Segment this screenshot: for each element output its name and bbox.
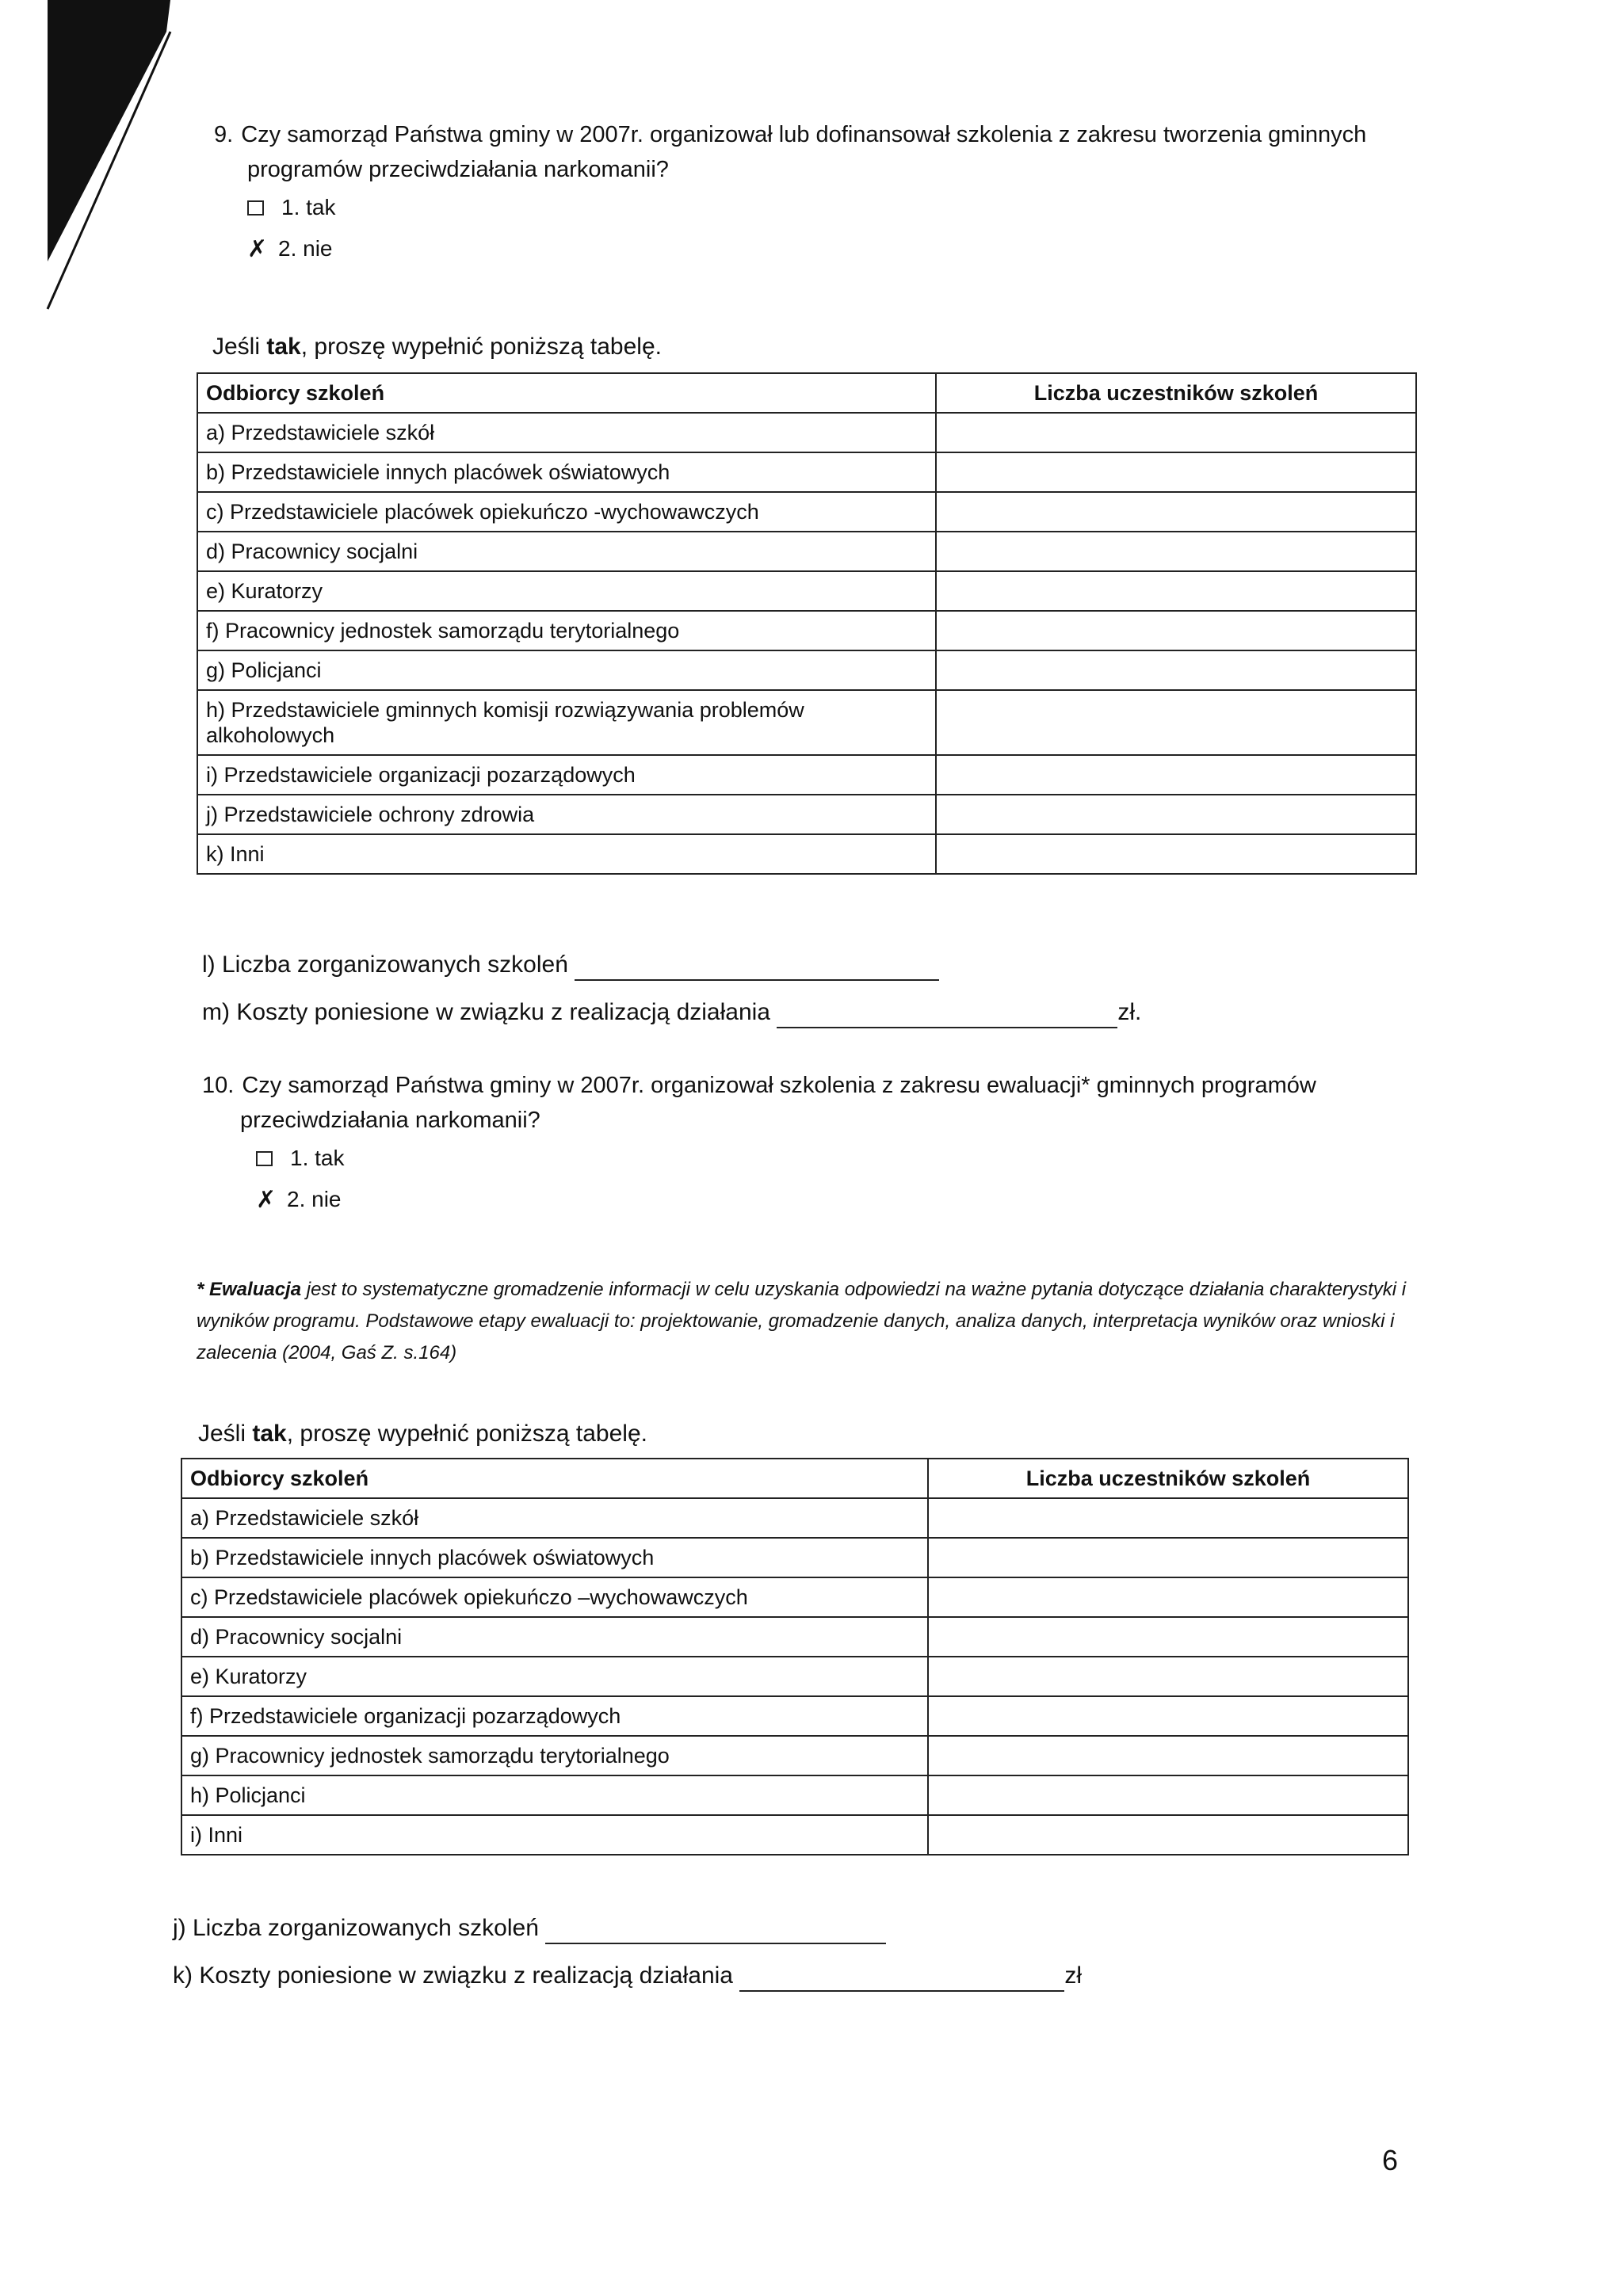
recipient-label: a) Przedstawiciele szkół <box>197 413 936 452</box>
table-row <box>197 834 1416 874</box>
participants-count-cell[interactable] <box>936 492 1416 532</box>
line-label: k) Koszty poniesione w związku z realizacją działania <box>173 1962 733 1989</box>
recipient-label: g) Policjanci <box>197 650 936 690</box>
recipient-label: g) Pracownicy jednostek samorządu terytorialnego <box>181 1736 928 1775</box>
intro-text: , proszę wypełnić poniższą tabelę. <box>286 1421 647 1447</box>
recipient-label: f) Pracownicy jednostek samorządu terytorialnego <box>197 611 936 650</box>
line-label: l) Liczba zorganizowanych szkoleń <box>202 952 568 978</box>
option-no[interactable] <box>214 228 1434 269</box>
question-text: Czy samorząd Państwa gminy w 2007r. organizował szkolenia z zakresu ewaluacji* gminnych programów <box>242 1073 1316 1098</box>
intro-text: Jeśli <box>198 1421 253 1447</box>
table-row <box>197 492 1416 532</box>
scan-corner-mark <box>0 0 182 317</box>
table-row <box>197 755 1416 795</box>
col-header-recipients: Odbiorcy szkoleń <box>181 1459 928 1498</box>
q9-recipients-table <box>197 372 1417 875</box>
participants-count-cell[interactable] <box>928 1538 1408 1577</box>
recipient-label: c) Przedstawiciele placówek opiekuńczo –wychowawczych <box>181 1577 928 1617</box>
table-row <box>197 650 1416 690</box>
table-row <box>181 1657 1408 1696</box>
recipient-label: h) Policjanci <box>181 1775 928 1815</box>
question-number: 10. <box>202 1073 235 1098</box>
recipient-label: i) Przedstawiciele organizacji pozarządowych <box>197 755 936 795</box>
table-row <box>197 690 1416 755</box>
table-row <box>197 452 1416 492</box>
blank-field[interactable] <box>777 995 1117 1028</box>
participants-count-cell[interactable] <box>936 795 1416 834</box>
participants-count-cell[interactable] <box>928 1736 1408 1775</box>
table-intro-q10 <box>198 1418 647 1450</box>
option-label: 1. tak <box>281 195 336 219</box>
col-header-participants: Liczba uczestników szkoleń <box>936 373 1416 413</box>
q9-line-l <box>202 948 939 981</box>
currency-label: zł <box>1064 1962 1083 1989</box>
table-row <box>197 532 1416 571</box>
table-row <box>181 1577 1408 1617</box>
q10-line-j <box>173 1911 886 1944</box>
participants-count-cell[interactable] <box>936 413 1416 452</box>
participants-count-cell[interactable] <box>928 1815 1408 1855</box>
participants-count-cell[interactable] <box>936 532 1416 571</box>
question-9-text-cont: programów przeciwdziałania narkomanii? <box>247 157 669 182</box>
evaluation-footnote <box>197 1274 1425 1369</box>
q10-line-k <box>173 1958 1082 1992</box>
table-row <box>181 1538 1408 1577</box>
table-row <box>181 1815 1408 1855</box>
participants-count-cell[interactable] <box>936 571 1416 611</box>
intro-bold: tak <box>252 1421 287 1447</box>
participants-count-cell[interactable] <box>936 755 1416 795</box>
question-10-text <box>202 1068 1423 1103</box>
participants-count-cell[interactable] <box>928 1775 1408 1815</box>
recipient-label: c) Przedstawiciele placówek opiekuńczo -wychowawczych <box>197 492 936 532</box>
table-row <box>181 1696 1408 1736</box>
recipient-label: d) Pracownicy socjalni <box>197 532 936 571</box>
q9-line-m <box>202 995 1141 1028</box>
participants-count-cell[interactable] <box>936 452 1416 492</box>
participants-count-cell[interactable] <box>928 1617 1408 1657</box>
participants-count-cell[interactable] <box>936 690 1416 755</box>
recipient-label: e) Kuratorzy <box>197 571 936 611</box>
recipient-label: f) Przedstawiciele organizacji pozarządowych <box>181 1696 928 1736</box>
checkbox-empty[interactable] <box>256 1151 273 1166</box>
recipient-label: e) Kuratorzy <box>181 1657 928 1696</box>
question-text: Czy samorząd Państwa gminy w 2007r. organizował lub dofinansował szkolenia z zakresu tworzenia gminnych <box>241 122 1367 147</box>
option-label: 2. nie <box>278 236 333 261</box>
table-row <box>197 413 1416 452</box>
note-bold: * Ewaluacja <box>197 1279 302 1300</box>
participants-count-cell[interactable] <box>928 1696 1408 1736</box>
question-9 <box>214 117 1434 269</box>
blank-field[interactable] <box>575 948 939 981</box>
table-intro-q9 <box>212 331 662 363</box>
col-header-participants: Liczba uczestników szkoleń <box>928 1459 1408 1498</box>
intro-text: , proszę wypełnić poniższą tabelę. <box>300 334 662 360</box>
question-10 <box>202 1068 1423 1220</box>
line-label: m) Koszty poniesione w związku z realizacją działania <box>202 999 770 1025</box>
intro-text: Jeśli <box>212 334 267 360</box>
option-label: 2. nie <box>287 1187 342 1211</box>
checkbox-empty[interactable] <box>247 200 264 215</box>
table-row <box>197 571 1416 611</box>
blank-field[interactable] <box>739 1958 1064 1992</box>
line-label: j) Liczba zorganizowanych szkoleń <box>173 1915 539 1941</box>
currency-label: zł. <box>1117 999 1142 1025</box>
recipient-label: d) Pracownicy socjalni <box>181 1617 928 1657</box>
table-row <box>181 1617 1408 1657</box>
participants-count-cell[interactable] <box>936 611 1416 650</box>
question-10-text-cont: przeciwdziałania narkomanii? <box>240 1108 540 1133</box>
checkbox-checked-x-icon[interactable]: ✗ <box>247 235 268 262</box>
participants-count-cell[interactable] <box>936 834 1416 874</box>
note-text: jest to systematyczne gromadzenie informacji w celu uzyskania odpowiedzi na ważne pytania dotyczące działania charakterystyki i wyników programu. Podstawowe etapy ewaluacji to: projektowanie, gromadzenie danych, analiza danych, interpretacja wyników oraz wnioski i zalecenia (2004, Gaś Z. s.164) <box>197 1279 1407 1363</box>
recipient-label: b) Przedstawiciele innych placówek oświatowych <box>197 452 936 492</box>
q10-recipients-table <box>181 1458 1409 1855</box>
table-row <box>181 1498 1408 1538</box>
recipient-label: b) Przedstawiciele innych placówek oświatowych <box>181 1538 928 1577</box>
checkbox-checked-x-icon[interactable]: ✗ <box>256 1186 277 1213</box>
table-row <box>181 1775 1408 1815</box>
page-number: 6 <box>1382 2144 1399 2176</box>
option-label: 1. tak <box>290 1146 345 1170</box>
blank-field[interactable] <box>545 1911 886 1944</box>
recipient-label: h) Przedstawiciele gminnych komisji rozwiązywania problemów alkoholowych <box>197 690 936 755</box>
intro-bold: tak <box>266 334 301 360</box>
recipient-label: k) Inni <box>197 834 936 874</box>
recipient-label: a) Przedstawiciele szkół <box>181 1498 928 1538</box>
table-row <box>197 611 1416 650</box>
col-header-recipients: Odbiorcy szkoleń <box>197 373 936 413</box>
option-no[interactable] <box>202 1179 1423 1220</box>
participants-count-cell[interactable] <box>928 1577 1408 1617</box>
participants-count-cell[interactable] <box>928 1657 1408 1696</box>
option-yes[interactable] <box>202 1138 1423 1179</box>
table-row <box>181 1736 1408 1775</box>
option-yes[interactable] <box>214 187 1434 228</box>
recipient-label: j) Przedstawiciele ochrony zdrowia <box>197 795 936 834</box>
participants-count-cell[interactable] <box>936 650 1416 690</box>
question-number: 9. <box>214 122 234 147</box>
question-9-text <box>214 117 1434 152</box>
participants-count-cell[interactable] <box>928 1498 1408 1538</box>
table-row <box>197 795 1416 834</box>
recipient-label: i) Inni <box>181 1815 928 1855</box>
